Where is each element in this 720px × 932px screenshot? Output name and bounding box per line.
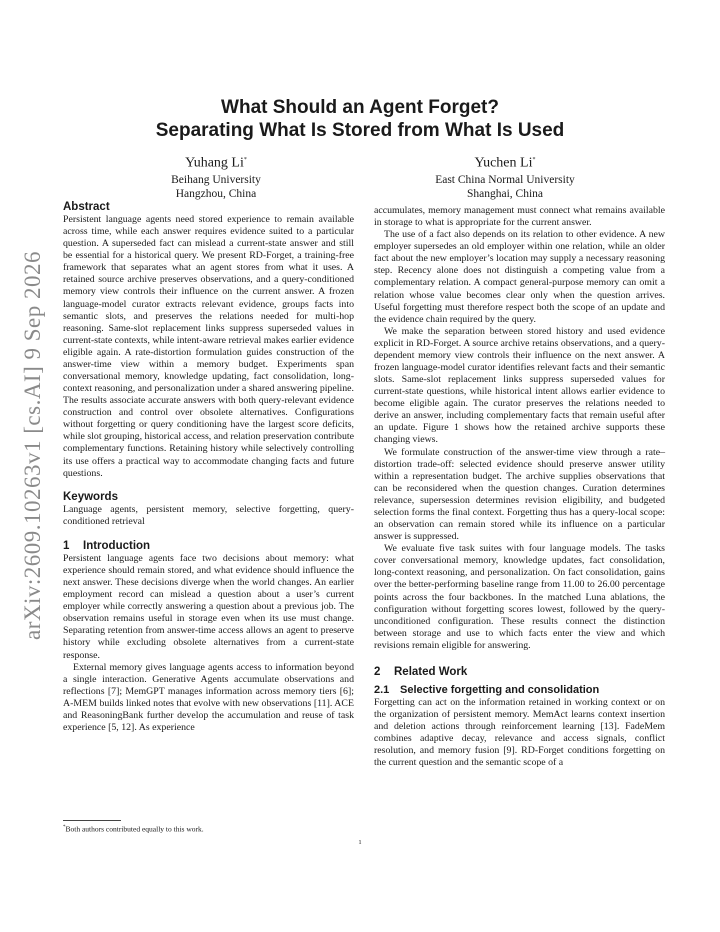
right-column (374, 205, 665, 769)
author-block-1 (96, 151, 336, 202)
footnote: *Both authors contributed equally to this work. (63, 824, 204, 834)
intro-paragraph: We evaluate five task suites with four language models. The tasks cover conversational memory, knowledge updates, fact consolidation, long-context reasoning, and personalization. On fact consolidation, gains over the better-performing baseline range from 11.00 to 26.00 percentage points across the four backbones. In the matched Luna ablations, the configuration without forgetting scores lowest, followed by the query-unconditioned configuration. These results connect the distinction between storage and use to which facts enter the view and which revisions remain eligible for answering. (374, 543, 665, 651)
abstract-text: Persistent language agents need stored experience to remain available across time, while each answer requires evidence suited to a particular question. A superseded fact can mislead a current-state answer and still be essential for a historical query. We present RD-Forget, a training-free framework that separates what an agent stores from what it uses. A retained source archive preserves observations, and a query-conditioned memory view controls their influence on the current answer. A frozen language-model curator extracts relevant evidence, groups facts into semantic slots, and preserves the relations needed for multi-hop reasoning. Same-slot replacement links suppress superseded values in current-state contexts, while intent-aware retrieval makes earlier evidence eligible again. A rate-distortion formulation guides construction of the answer-time view within a memory budget. Experiments span conversational memory, knowledge updating, fact consolidation, long-context reasoning, and personalization under a shared answering pipeline. The results associate accurate answers with both query-relevant evidence construction and control over obsolete alternatives. Configurations without forgetting or query conditioning have the largest score deficits, while slot grouping, historical access, and relation preservation contribute complementary functions. Retaining history while selectively controlling its use offers a practical way to accommodate changing facts and future questions. (63, 214, 354, 479)
related-paragraph: Forgetting can act on the information retained in working context or on the organization of persistent memory. MemAct learns context insertion and deletion actions through reinforcement learning [13]. FadeMem combines adaptive decay, relevance and access signals, conflict resolution, and memory fusion [9]. RD-Forget conditions forgetting on the current question and the semantic scope of a (374, 696, 665, 769)
author-name: Yuhang Li* (185, 155, 247, 171)
footnote-rule (63, 820, 121, 821)
introduction-heading: 1 Introduction (63, 539, 151, 552)
keywords-text: Language agents, persistent memory, selective forgetting, query-conditioned retrieval (63, 503, 354, 527)
intro-paragraph: External memory gives language agents access to information beyond a single interaction. Generative Agents accumulate observations and reflections [7]; MemGPT manages information across memory tiers [6]; A-MEM builds linked notes that evolve with new observations [11]. ACE and ReasoningBank further develop the accumulation and reuse of task experience [5, 12]. As experience (63, 661, 354, 733)
paper-title-line-1: What Should an Agent Forget? (221, 97, 499, 118)
author-location: Shanghai, China (466, 188, 544, 201)
abstract-heading: Abstract (63, 201, 110, 213)
intro-paragraph: We formulate construction of the answer-time view through a rate–distortion trade-off: selected evidence should preserve answer utility within a representation budget. The archive supplies observations that can be reconsidered when the question changes. Curation determines relevance, supersession determines revision eligibility, and budgeted selection forms the final context. Forgetting thus has a query-local scope: an observation can remain stored while its influence on a particular answer is suppressed. (374, 446, 665, 543)
intro-paragraph: Persistent language agents face two decisions about memory: what experience should remain stored, and what evidence should influence the next answer. These decisions diverge when the world changes. An earlier employment record can mislead a question about a user’s current employer while correctly answering a question about a previous job. The observation remains useful in storage even when its use must change. Separating retention from answer-time access allows an agent to preserve history while excluding obsolete alternatives from a current-state response. (63, 552, 354, 661)
author-block-2 (385, 151, 625, 202)
author-name: Yuchen Li* (474, 155, 536, 171)
author-affiliation: Beihang University (171, 173, 261, 186)
paper-title-line-2: Separating What Is Stored from What Is Used (155, 120, 565, 141)
intro-paragraph: The use of a fact also depends on its relation to other evidence. A new employer supersedes an old employer within one relation, while an older fact about the new employer’s location may supply a necessary reasoning step. Recency alone does not distinguish a competing value from a complementary relation. A compact general-purpose memory can omit a relation whose value becomes clear only when the question arrives. Useful forgetting must therefore respect both the scope of an update and the evidence chain required by the query. (374, 229, 665, 325)
intro-paragraph: We make the separation between stored history and used evidence explicit in RD-Forget. A source archive retains observations, and a query-dependent memory view controls their influence on the next answer. A frozen language-model curator identifies relevant facts and their semantic slots. Same-slot replacement links suppress superseded values for current-state questions, while historical intent allows earlier evidence to become eligible again. The curator preserves the relations needed to derive an answer, including complementary facts that remain useful after an update. Figure 1 shows how the retained archive supports these changing views. (374, 325, 665, 446)
subsection-heading: 2.1 Selective forgetting and consolidation (374, 683, 600, 696)
author-affiliation: East China Normal University (435, 173, 575, 186)
author-location: Hangzhou, China (175, 188, 257, 201)
left-column (63, 200, 354, 734)
keywords-heading: Keywords (63, 490, 118, 503)
arxiv-stamp: arXiv:2609.10263v1 [cs.AI] 9 Sep 2026 (20, 250, 45, 640)
intro-paragraph: accumulates, memory management must connect what remains available in storage to what is appropriate for the current answer. (374, 205, 665, 229)
page-number: 1 (358, 839, 362, 846)
related-work-heading: 2 Related Work (374, 665, 468, 678)
